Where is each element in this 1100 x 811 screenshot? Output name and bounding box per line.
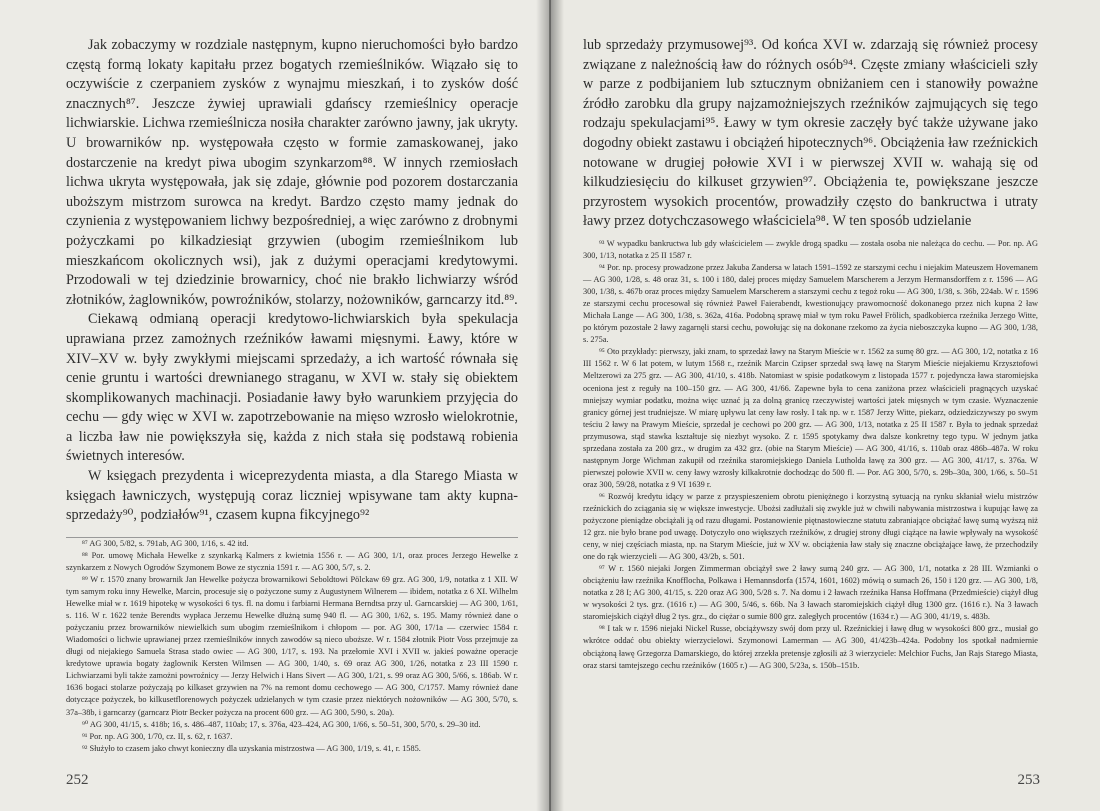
footnote: ⁹¹ Por. np. AG 300, 1/70, cz. II, s. 62, r. 1637. [82, 731, 233, 741]
footnote: ⁹⁰ AG 300, 41/15, s. 418b; 16, s. 486–487, 110ab; 17, s. 376a, 423–424, AG 300, 1/66, s. 50–51, 300, 5/70, s. 29–30 itd. [82, 719, 481, 729]
right-text-column [583, 36, 1038, 672]
footnote: ⁹⁸ I tak w r. 1596 niejaki Nickel Russe, obciążywszy swój dom przy ul. Rzeźnickiej i ławę dług w wysokości 800 grz., musiał go wkrótce oddać obu obiekty wierzycielowi. Szymonowi Lamerman — AG 300, 41/423b–424a. Podobny los spotkał nadmiernie obciążoną ławę Grzegorza Damarskiego, do której zrzekła pretensje zgłosili aż 3 wierzyciele: Melchior Fuchs, Jan Rajs Starego Miasta, oraz starsi tamtejszego cechu rzeźników (1605 r.) — AG 300, 5/23a, s. 150b–151b. [583, 624, 1038, 670]
footnote: ⁹² Służyło to czasem jako chwyt konieczny dla uzyskania mistrzostwa — AG 300, 1/19, s. 41, r. 1585. [82, 743, 421, 753]
book-gutter [536, 0, 564, 811]
paragraph: Ciekawą odmianą operacji kredytowo-lichwiarskich była spekulacja uprawiana przez zamożnych rzeźników ławami mięsnymi. Ławy, które w XIV–XV w. były zwykłymi miejscami sprzedaży, a ich wartość równała się cenie gruntu i wartości drewnianego straganu, w XVI w. stały się obiektem skomplikowanych machinacji. Posiadanie ławy było warunkiem przyjęcia do cechu — gdy więc w XVI w. zapotrzebowanie na mięso wzrosło wielokrotnie, a liczba ław nie powiększyła się, każda z nich stała się podstawą robienia świetnych interesów. [66, 311, 518, 465]
footnote: ⁸⁹ W r. 1570 znany browarnik Jan Hewelke pożycza browarnikowi Seboldtowi Pölckaw 69 grz. AG 300, 1/9, notatka z 1 XII. W tym samym roku inny Hewelke, Marcin, procesuje się o pożyczone sumy z Augustynem Wilnerem — ibidem, notatka z 6 XI. Wilhelm Hewelke miał w r. 1619 hipotekę w wysokości 6 tys. fl. na domu i farbiarni Hermana Berndtsa przy ul. Garncarskiej — AG 300, 1/61, s. 116. W r. 1622 tenże Berendts wypłaca Jerzemu Hewelke dłużną sumę 940 fl. — AG 300, 1/62, s. 195. Mamy również dane o pożyczaniu przez browarników niewielkich sum ubogim rzemieślnikom i chłopom — por. AG 300, 17/1a — czerwiec 1584 r. Wiadomości o lichwie uprawianej przez rzemieślników innych zawodów są nieco uboższe. W r. 1584 złotnik Piotr Voss przejmuje za długi od niejakiego Samuela Strasa stado owiec — AG 300, 1/17, s. 193. Na przełomie XVI i XVII w. jakieś poważne operacje kredytowe uprawia bogaty żaglownik Kersten Wilmsen — AG 300, 1/40, s. 69 oraz AG 300, 1/26, notatka z 23 III 1590 r. Lichwiarzami byli także zamożni powroźnicy — Jerzy Helwich i Hans Sivert — AG 300, 1/21, s. 99 oraz AG 300, 5/66, s. 186ab. W r. 1636 bogaci stolarze pożyczają po kilkaset grzywien na 7% na remont domu cechowego — AG 300, C/1757. Mamy również dane dotyczące pożyczek, bo kilkusetflorenowych pożyczek udzielanych w tym czasie przez niektórych nożowników — AG 300, 5/70, s. 37a–38b, i garncarzy (garncarz Piotr Becker pożycza na procent 600 grz. — AG 300, 5/90, s. 20a). [66, 574, 518, 717]
paragraph: Jak zobaczymy w rozdziale następnym, kupno nieruchomości było bardzo częstą formą lokaty kapitału przez bogatych rzemieślników. Wiązało się to oczywiście z czerpaniem zysków z wynajmu mieszkań, i to zysków dość znacznych⁸⁷. Jeszcze żywiej uprawiali gdańscy rzemieślnicy operacje lichwiarskie. Lichwa rzemieślnicza nosiła charakter zarówno jawny, jak ukryty. U browarników np. występowała często w formie zamaskowanej, jako dostarczenie na kredyt piwa ubogim szynkarzom⁸⁸. W innych rzemiosłach lichwa ukryta występowała, jak się zdaje, głównie pod pozorem dostarczania uboższym mistrzom surowca na kredyt. Bardzo często mamy jednak do czynienia z występowaniem lichwy bezpośredniej, a więc zarówno z drobnymi pożyczkami po kilkadziesiąt grzywien (ubogim rzemieślnikom lub mieszkańcom okolicznych wsi), jak z dużymi operacjami kredytowymi. Przodowali w tej dziedzinie browarnicy, choć nie brakło lichwiarzy wśród złotników, żaglowników, powroźników, stolarzy, nożowników, garncarzy itd.⁸⁹. [66, 37, 518, 308]
footnote: ⁹⁷ W r. 1560 niejaki Jorgen Zimmerman obciążył swe 2 ławy sumą 240 grz. — AG 300, 1/1, notatka z 28 III. Wzmianki o obciążeniu ław rzeźnika Knofflocha, Polkawa i Hemannsdorfa (1574, 1601, 1602) mówią o sumach 26, 150 i 120 grz. — AG 300, 1/8, notatka z 28 I; AG 300, 41/15, s. 220 oraz AG 300, 5/28 s. 7. Na domu i 2 ławach rzeźnika Hansa Hoffmana (Przedmieście) ciążył dług w wysokości 2 tys. grz. (1616 r.) — AG 300, 5/46, s. 66b. Na 3 ławach staromiejskich ciążył dług 1300 grz. (1616 r.). Na 3 ławach staromiejskich ciążył dług 2 tys. grz., do ciężar o sumie 800 grz. zaległych procentów (1634 r.) — AG 300, 41/19, s. 483b. [583, 564, 1038, 622]
right-page [551, 0, 1100, 811]
paragraph: W księgach prezydenta i wiceprezydenta miasta, a dla Starego Miasta w księgach ławniczych, występują coraz liczniej wpisywane tam akty kupna-sprzedaży⁹⁰, podziałów⁹¹, czasem kupna fikcyjnego⁹² [66, 468, 518, 524]
footnote: ⁸⁸ Por. umowę Michała Hewelke z szynkarką Kalmers z kwietnia 1556 r. — AG 300, 1/1, oraz proces Jerzego Hewelke z szynkarzem z Nowych Ogrodów Szymonem Bowe ze stycznia 1591 r. — AG 300, 5/7, s. 2. [66, 550, 518, 572]
left-text-column [66, 36, 518, 755]
page-number: 253 [1017, 772, 1040, 788]
footnote: ⁸⁷ AG 300, 5/82, s. 791ab, AG 300, 1/16, s. 42 itd. [82, 538, 249, 548]
left-page [0, 0, 549, 811]
footnotes [66, 537, 518, 755]
footnote: ⁹⁴ Por. np. procesy prowadzone przez Jakuba Zandersa w latach 1591–1592 ze starszymi cechu i niejakim Mateuszem Hovemanem — AG 300, 1/28, s. 48 oraz 31, s. 100 i 180, dalej proces między Samuelem Marscherem a Jerzym Hermansdorffem z r. 1596 — AG 300, 1/38, s. 467b oraz proces między Samuelem Marscherem a starszymi cechu z tegoż roku — AG 300, 1/38, s. 36b, 224ab. W r. 1596 ze starszymi cechu procesował się również Paweł Faierabendt, kwestionujący prawomocność dokonanego przez nich kupna 2 ław Michała Lange — AG 300, 1/38, s. 362a, 416a. Podobną sprawę miał w tym roku Paweł Frölich, spadkobierca rzeźnika Jerzego Witte, po którym pozostałe 2 ławy zagarnęli starsi cechu, powołując się na dokonane rzekomo za życia nieboszczyka kupno — AG 300, 1/38, s. 275a. [583, 263, 1038, 345]
footnote: ⁹⁶ Rozwój kredytu idący w parze z przyspieszeniem obrotu pieniężnego i korzystną sytuacją na rynku skłaniał wielu mistrzów rzeźnickich do zciągania się w większe inwestycje. Ubożsi zadłużali się zwykle już w chwili nabywania mistrzostwa i kupując ławę za pożyczone pieniądze obciążali ją od razu długami. Postanowienie piętnastowieczne statutu zabraniające obciążać ławę sumą wyższą niż 12 grz. nie było brane pod uwagę. Dotyczyło ono większych rzeźników, z drugiej strony długi ciążące na ławie wpływały na wysokość ceny, w niej częściach miasta, np. na Starym Mieście, już w XV w. obciążenia ław stały się znaczne obciążające ławę, że przechodziły one do rąk wierzycieli — AG 300, 43/2b, s. 501. [583, 491, 1038, 562]
footnote: ⁹³ W wypadku bankructwa lub gdy właścicielem — zwykle drogą spadku — została osoba nie należąca do cechu. — Por. np. AG 300, 1/13, notatka z 25 II 1587 r. [583, 238, 1038, 260]
footnote: ⁹⁵ Oto przykłady: pierwszy, jaki znam, to sprzedaż ławy na Starym Mieście w r. 1562 za sumę 80 grz. — AG 300, 1/2, notatka z 16 III 1562 r. W 6 lat potem, w lutym 1568 r., rzeźnik Marcin Czipser sprzedał swą ławę na Starym Mieście niejakiemu Krzysztofowi Meltzerowi za 275 grz. — AG 300, 41/10, s. 418b. Natomiast w spisie podatkowym z listopada 1577 r. pojedyncza ława staromiejska oceniona jest z reguły na 100–150 grz. — AG 300, 41/66. Zapewne była to cena zaniżona przez właścicieli pragnących uzyskać mniejszy wymiar podatku, można więc uznać ją za dolną granicę rzeczywistej wartości jatek mięsnych w tym czasie. Wyznaczenie granicy górnej jest trudniejsze. W miarę upływu lat ceny ław rosły. I tak np. w r. 1587 Jerzy Witte, piekarz, odziedziczywszy po swym teściu 2 ławy na Prawym Mieście, sprzedał je cechowi po 200 grz. — AG 300, 1/13, notatka z 25 II 1587 r. Była to jednak sprzedaż przymusowa, stąd stawka kształtuje się niezbyt wysoko. Z r. 1595 spotykamy dwa dalsze konkretny tego typu. W jednym jatka sprzedana została za 200 grz., w drugim za 432 grz. (obie na Starym Mieście) — AG 300, 41/16, s. 110ab oraz 486b–487a. W roku następnym Jorge Wichman zakupił od rzeźnika staromiejskiego Daniela Lutholda ławę za 300 grz. — AG 300, 41/17, s. 376a. W pierwszej połowie XVII w. ceny ławy wzrosły kilkakrotnie dochodząc do 500 fl. — Por. AG 300, 5/70, s. 29b–30a, 300, 1/66, s. 50–51 oraz 300, 59/28, notatka z 9 VI 1639 r. [583, 347, 1038, 489]
paragraph: lub sprzedaży przymusowej⁹³. Od końca XVI w. zdarzają się również procesy związane z należnością ław do różnych osób⁹⁴. Częste zmiany właścicieli szły w parze z podbijaniem lub sztucznym obniżaniem cen i stanowiły poważne źródło zarobku dla grupy najzamożniejszych rzeźników zajmujących się tego rodzaju spekulacjami⁹⁵. Ławy w tym okresie zaczęły być także używane jako dogodny obiekt zastawu i obciążeń hipotecznych⁹⁶. Obciążenia ław rzeźnickich notowane w drugiej połowie XVI i w pierwszej XVII w. wahają się od kilkudziesięciu do kilkuset grzywien⁹⁷. Obciążenia te, powiększane jeszcze przyrostem wysokich procentów, prowadziły często do bankructwa i utraty ławy przez dotychczasowego właściciela⁹⁸. W ten sposób udzielanie [583, 37, 1038, 230]
page-number: 252 [66, 772, 89, 788]
footnotes [583, 238, 1038, 672]
